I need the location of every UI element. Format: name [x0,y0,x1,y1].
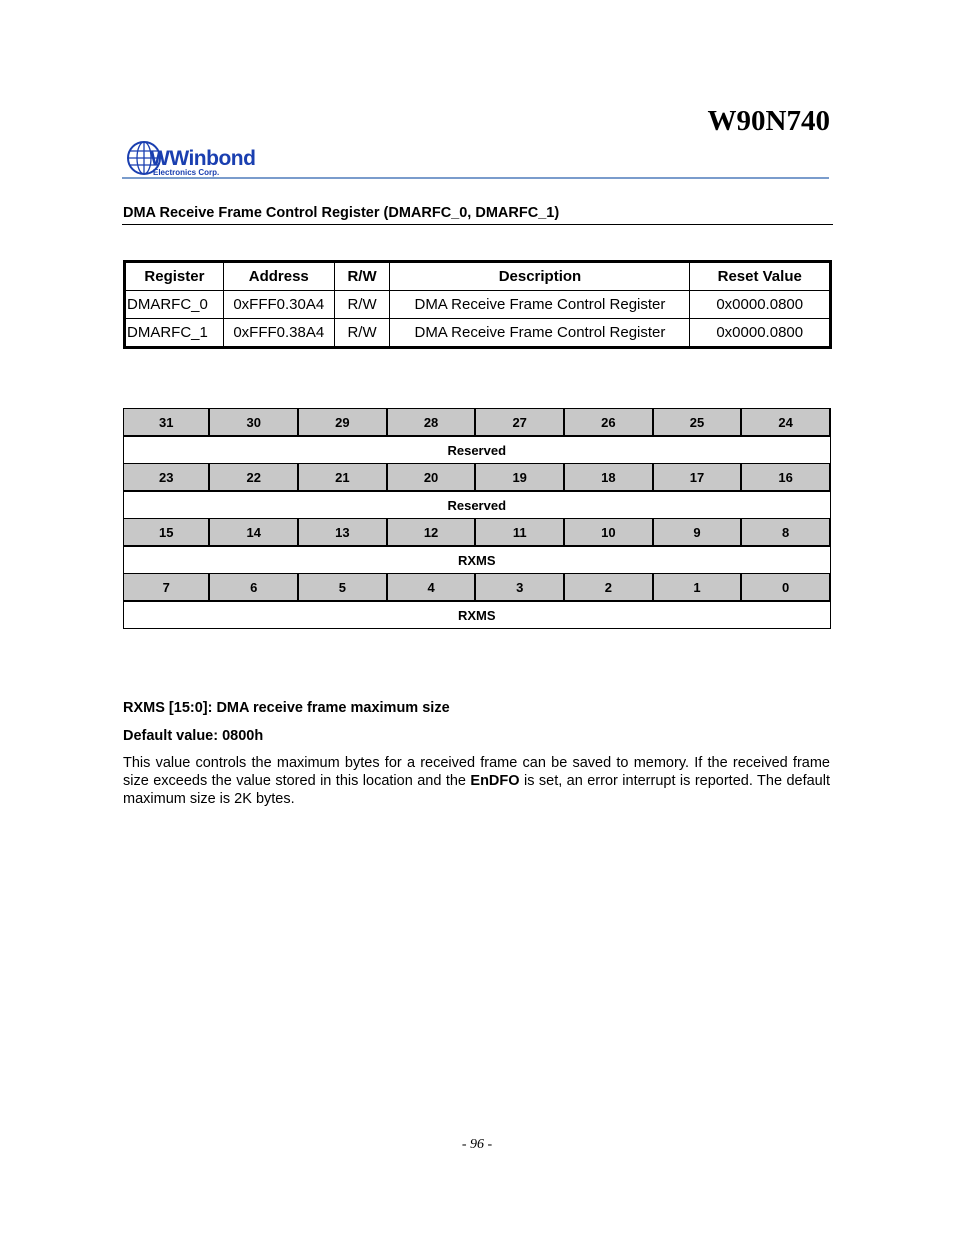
bit-number: 7 [124,574,210,602]
bit-number: 11 [475,519,564,547]
bit-number: 23 [124,464,210,492]
bit-number: 30 [209,409,298,437]
bit-number-row [124,464,831,492]
section-rule [122,224,833,225]
bit-number: 1 [653,574,742,602]
bit-number: 5 [298,574,387,602]
col-header-description: Description [390,262,690,291]
cell-description: DMA Receive Frame Control Register [390,291,690,319]
register-table [123,260,832,349]
col-header-register: Register [125,262,224,291]
bit-field-label: RXMS [124,601,831,629]
bit-number: 25 [653,409,742,437]
bit-field-label: RXMS [124,546,831,574]
bit-number: 0 [741,574,830,602]
bit-number-row [124,574,831,602]
field-description [123,754,830,808]
bit-number: 15 [124,519,210,547]
bit-number: 8 [741,519,830,547]
cell-rw: R/W [334,319,390,348]
bit-number: 18 [564,464,653,492]
bit-number: 13 [298,519,387,547]
bit-number: 19 [475,464,564,492]
bit-number: 27 [475,409,564,437]
cell-description: DMA Receive Frame Control Register [390,319,690,348]
bit-number: 24 [741,409,830,437]
table-row [125,319,831,348]
bit-number: 31 [124,409,210,437]
table-row [125,291,831,319]
bit-field-table [123,408,831,629]
bit-label-row [124,601,831,629]
bit-number: 12 [387,519,476,547]
default-value-label: Default value: 0800h [123,728,264,744]
cell-reset-value: 0x0000.0800 [690,291,831,319]
bit-label-row [124,546,831,574]
bit-number-row [124,409,831,437]
bit-number: 26 [564,409,653,437]
logo-wordmark: WWinbond [150,147,256,170]
bit-number: 21 [298,464,387,492]
bit-number: 6 [209,574,298,602]
col-header-address: Address [223,262,334,291]
bit-number: 4 [387,574,476,602]
bit-number: 16 [741,464,830,492]
section-title: DMA Receive Frame Control Register (DMARFC_0, DMARFC_1) [123,205,560,221]
bit-number: 17 [653,464,742,492]
page-number: - 96 - [461,1137,493,1152]
bit-number: 29 [298,409,387,437]
bit-number: 14 [209,519,298,547]
bit-number: 2 [564,574,653,602]
register-table-header [125,262,831,291]
cell-reset-value: 0x0000.0800 [690,319,831,348]
cell-address: 0xFFF0.38A4 [223,319,334,348]
bit-field-label: Reserved [124,491,831,519]
bit-number: 20 [387,464,476,492]
logo-subtitle: Electronics Corp. [153,168,220,177]
bit-label-row [124,491,831,519]
cell-address: 0xFFF0.30A4 [223,291,334,319]
winbond-logo [126,139,256,179]
bit-number: 22 [209,464,298,492]
cell-register: DMARFC_1 [125,319,224,348]
cell-register: DMARFC_0 [125,291,224,319]
bit-label-row [124,436,831,464]
col-header-rw: R/W [334,262,390,291]
document-title: W90N740 [707,105,830,137]
description-text: is set, an error interrupt is reported. The default maximum size is 2K bytes. [123,773,830,807]
bit-number: 3 [475,574,564,602]
bit-number: 9 [653,519,742,547]
description-text: This value controls the maximum bytes for a received frame can be saved to memory. If the received frame size exceeds the value stored in this location and the [123,755,830,789]
bit-field-label: Reserved [124,436,831,464]
header-rule [122,177,829,179]
description-keyword: EnDFO [470,773,520,789]
field-heading: RXMS [15:0]: DMA receive frame maximum size [123,700,450,716]
bit-number: 28 [387,409,476,437]
bit-number: 10 [564,519,653,547]
cell-rw: R/W [334,291,390,319]
bit-number-row [124,519,831,547]
col-header-reset-value: Reset Value [690,262,831,291]
